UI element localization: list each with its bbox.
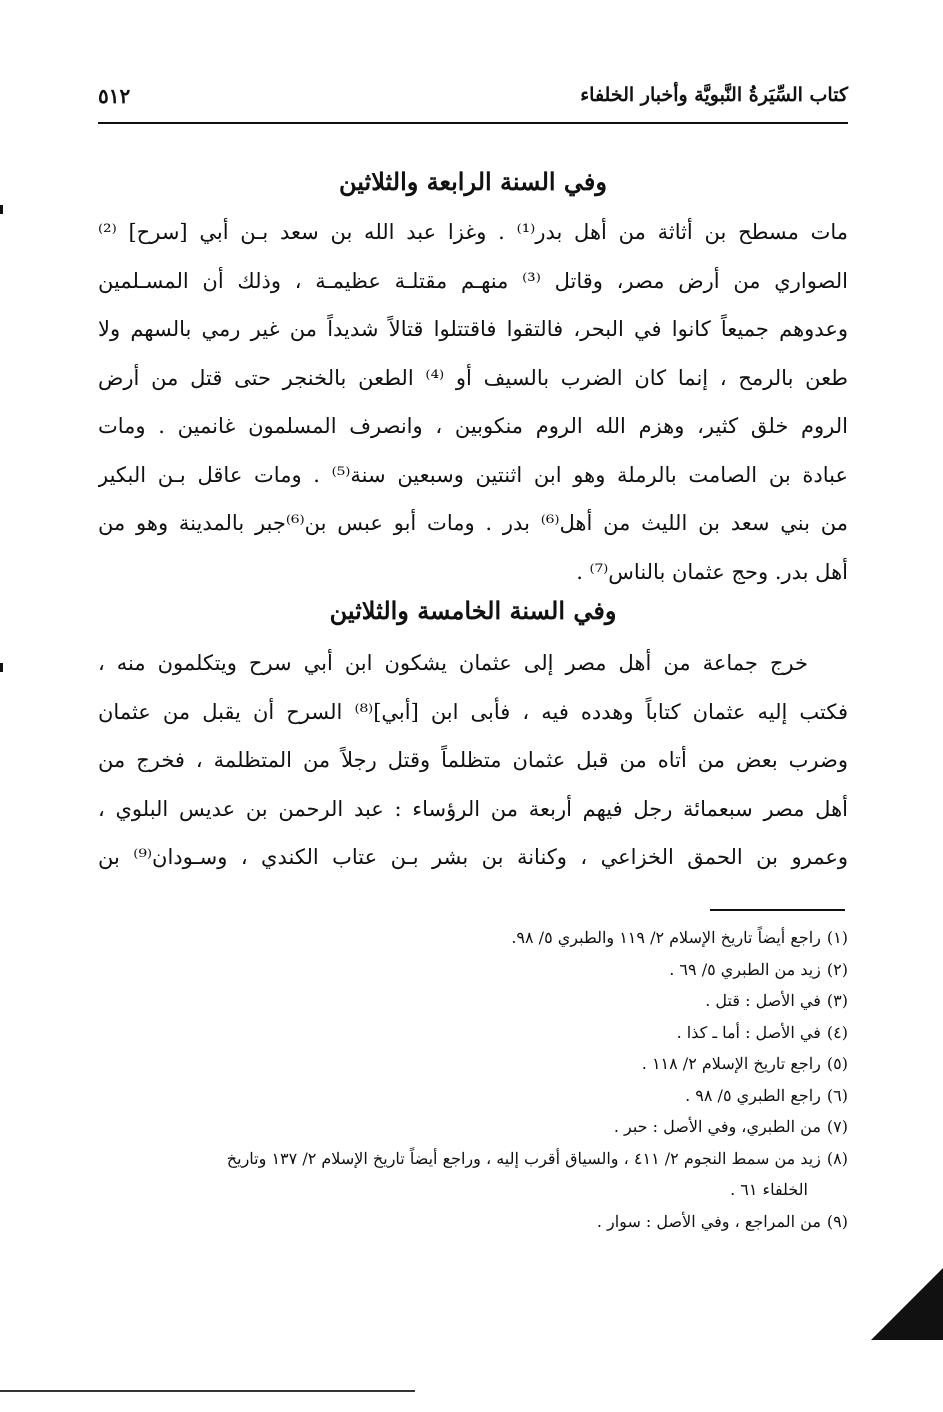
text-line: فكتب إليه عثمان كتاباً وهدده فيه ، فأبى ابن [أبي]⁽⁸⁾ السرح أن يقبل من عثمان (98, 699, 848, 724)
scan-edge-mark (0, 205, 3, 214)
footnote (80, 1048, 848, 1080)
footnote-number: (٦) (826, 1085, 848, 1105)
footnote-number: (٨) (826, 1148, 848, 1168)
text-line: أهل مصر سبعمائة رجل فيهم أربعة من الرؤساء : عبد الرحمن بن عديس البلوي ، (98, 796, 848, 821)
section-heading-35: وفي السنة الخامسة والثلاثين (329, 596, 617, 625)
text-line: من بني سعد بن الليث من أهل⁽⁶⁾ بدر . ومات أبو عبس بن⁽⁶⁾جبر بالمدينة وهو من (98, 511, 848, 535)
scan-edge-mark (0, 663, 3, 672)
text-line: مات مسطح بن أثاثة من أهل بدر⁽¹⁾ . وغزا عبد الله بن سعد بـن أبي [سرح] ⁽²⁾ (98, 220, 848, 244)
footnote (80, 1080, 848, 1112)
footnote (80, 1111, 848, 1143)
text-line: الصواري من أرض مصر، وقاتل ⁽³⁾ منهـم مقتلـة عظيمـة ، وذلك أن المسـلمين (98, 268, 848, 293)
footnote-text: راجع أيضاً تاريخ الإسلام ٢/ ١١٩ والطبري ٥/ ٩٨. (511, 928, 821, 947)
footnote-number: (٢) (826, 959, 848, 979)
footnote-separator (710, 909, 845, 911)
text-line: أهل بدر. وحج عثمان بالناس⁽⁷⁾ . (576, 559, 848, 584)
footnote (80, 922, 848, 954)
footnote (80, 985, 848, 1017)
footnote (80, 1143, 848, 1206)
footnote-number: (٧) (826, 1117, 848, 1136)
text-line: طعن بالرمح ، إنما كان الضرب بالسيف أو ⁽⁴⁾ الطعن بالخنجر حتى قتل من أرض (98, 365, 848, 390)
text-line: خرج جماعة من أهل مصر إلى عثمان يشكون ابن أبي سرح ويتكلمون منه ، (98, 651, 808, 675)
footnote-text: من الطبري، وفي الأصل : حبر . (613, 1117, 821, 1136)
footnote-number: (٥) (826, 1054, 848, 1073)
scan-bottom-rule (0, 1390, 415, 1392)
section-body-35 (98, 639, 848, 882)
footnote-text: زيد من الطبري ٥/ ٦٩ . (669, 959, 821, 979)
footnote-text: راجع الطبري ٥/ ٩٨ . (685, 1085, 821, 1105)
page-number: ٥١٢ (98, 84, 131, 108)
footnote-number: (١) (826, 928, 848, 947)
section-body-34 (98, 208, 848, 596)
footnote-text: في الأصل : قتل . (705, 991, 821, 1010)
footnote (80, 1206, 848, 1238)
footnote-text: في الأصل : أما ـ كذا . (676, 1022, 821, 1042)
text-line: وضرب بعض من أتاه من قبل عثمان متظلماً وقتل رجلاً من المتظلمة ، فخرج من (98, 748, 848, 772)
footnote-number: (٩) (826, 1211, 848, 1231)
footnote-text: زيد من سمط النجوم ٢/ ٤١١ ، والسياق أقرب إليه ، وراجع أيضاً تاريخ الإسلام ٢/ ١٣٧ وتاريخ (226, 1148, 821, 1168)
book-title: كتاب السِّيَرةُ النَّبويَّة وأخبار الخلفاء (580, 84, 848, 106)
text-line: وعدوهم جميعاً كانوا في البحر، فالتقوا فاقتتلوا قتالاً شديداً من غير رمي بالسهم ولا (98, 317, 848, 341)
footnote-number: (٤) (826, 1022, 848, 1042)
footnote-number: (٣) (826, 991, 848, 1010)
text-line: وعمرو بن الحمق الخزاعي ، وكنانة بن بشر بـن عتاب الكندي ، وسـودان⁽⁹⁾ بن (98, 845, 848, 869)
footnote (80, 954, 848, 986)
text-line: عبادة بن الصامت بالرملة وهو ابن اثنتين وسبعين سنة⁽⁵⁾ . ومات عاقل بـن البكير (98, 462, 848, 487)
footnote-continuation: الخلفاء ٦١ . (730, 1180, 808, 1199)
footnote-text: من المراجع ، وفي الأصل : سوار . (596, 1211, 821, 1231)
footnotes (80, 922, 848, 1237)
page-corner-mark (871, 1268, 943, 1340)
text-line: الروم خلق كثير، وهزم الله الروم منكوبين ، وانصرف المسلمون غانمين . ومات (98, 414, 848, 438)
running-header (98, 82, 848, 120)
section-heading-34: وفي السنة الرابعة والثلاثين (339, 167, 607, 196)
header-rule (98, 122, 848, 124)
footnote (80, 1017, 848, 1049)
footnote-text: راجع تاريخ الإسلام ٢/ ١١٨ . (641, 1054, 821, 1073)
